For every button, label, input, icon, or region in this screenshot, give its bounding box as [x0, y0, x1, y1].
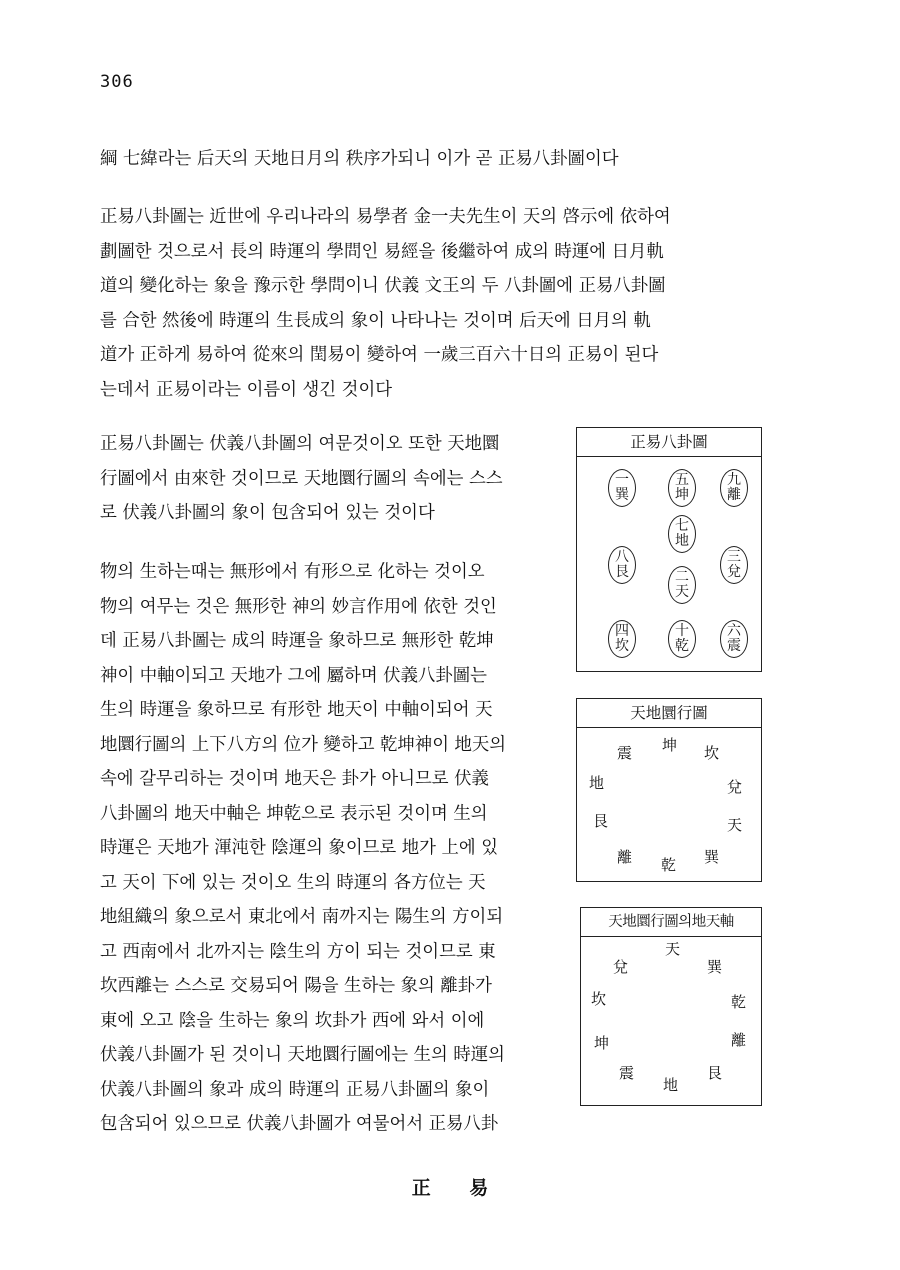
text-line: 를 合한 然後에 時運의 生長成의 象이 나타나는 것이며 后天에 日月의 軌	[100, 310, 651, 331]
text-line: 로 伏義八卦圖의 象이 包含되어 있는 것이다	[100, 503, 435, 523]
trigram-label: 巽	[704, 848, 720, 866]
text-line: 道가 正하게 易하여 從來의 閏易이 變하여 一歲三百六十日의 正易이 된다	[100, 345, 659, 365]
text-line: 고 天이 下에 있는 것이오 生의 時運의 各方位는 天	[100, 872, 486, 893]
trigram-oval	[720, 469, 748, 507]
trigram-name: 坤	[675, 487, 689, 503]
text-line: 데 正易八卦圖는 成의 時運을 象하므로 無形한 乾坤	[100, 631, 494, 651]
text-line: 道의 變化하는 象을 豫示한 學問이니 伏義 文王의 두 八卦圖에 正易八卦圖	[100, 276, 666, 296]
trigram-oval	[720, 546, 748, 584]
text-line: 는데서 正易이라는 이름이 생긴 것이다	[100, 379, 393, 400]
text-line: 劃圖한 것으로서 長의 時運의 學問인 易經을 後繼하여 成의 時運에 日月軌	[100, 241, 664, 262]
figure-title: 天地圜行圖의地天軸	[581, 908, 761, 937]
trigram-label: 乾	[661, 856, 677, 874]
text-line: 正易八卦圖는 近世에 우리나라의 易學者 金一夫先生이 天의 啓示에 依하여	[100, 207, 671, 227]
trigram-number: 五	[675, 472, 689, 488]
trigram-label: 兌	[727, 778, 743, 796]
text-line: 綱 七緯라는 后天의 天地日月의 秩序가되니 이가 곧 正易八卦圖이다	[100, 149, 619, 169]
text-line: 八卦圖의 地天中軸은 坤乾으로 表示된 것이며 生의	[100, 803, 488, 824]
trigram-label: 艮	[707, 1064, 723, 1082]
text-line: 正易八卦圖는 伏義八卦圖의 여문것이오 또한 天地圜	[100, 434, 500, 454]
tiandi-axis-figure	[580, 907, 762, 1106]
text-line: 行圖에서 由來한 것이므로 天地圜行圖의 속에는 스스	[100, 468, 503, 489]
trigram-label: 離	[731, 1031, 747, 1049]
trigram-name: 坎	[615, 638, 629, 654]
text-line: 神이 中軸이되고 天地가 그에 屬하며 伏義八卦圖는	[100, 665, 487, 686]
page-number: 306	[100, 72, 134, 92]
trigram-number: 一	[615, 472, 629, 488]
trigram-label: 巽	[707, 958, 723, 976]
trigram-name: 乾	[675, 638, 689, 654]
trigram-label: 天	[727, 816, 743, 834]
trigram-name: 離	[727, 487, 741, 503]
text-line: 時運은 天地가 渾沌한 陰運의 象이므로 地가 上에 있	[100, 838, 498, 858]
paragraph-intro	[100, 142, 750, 177]
text-line: 伏義八卦圖의 象과 成의 時運의 正易八卦圖의 象이	[100, 1079, 490, 1100]
trigram-oval	[608, 620, 636, 658]
trigram-oval	[720, 620, 748, 658]
figure-title: 天地圜行圖	[577, 699, 761, 728]
trigram-number: 三	[727, 549, 741, 565]
text-line: 地組織의 象으로서 東北에서 南까지는 陽生의 方이되	[100, 907, 504, 927]
text-line: 包含되어 있으므로 伏義八卦圖가 여물어서 正易八卦	[100, 1114, 499, 1134]
trigram-oval	[668, 566, 696, 604]
trigram-number: 九	[727, 472, 741, 488]
trigram-number: 七	[675, 518, 689, 534]
trigram-label: 震	[617, 744, 633, 762]
text-line: 物의 여무는 것은 無形한 神의 妙言作用에 依한 것인	[100, 596, 497, 617]
trigram-number: 四	[615, 623, 629, 639]
trigram-label: 震	[619, 1064, 635, 1082]
trigram-label: 坤	[594, 1034, 610, 1052]
trigram-oval	[668, 620, 696, 658]
figure-title: 正易八卦圖	[577, 428, 761, 457]
trigram-name: 兌	[727, 564, 741, 580]
trigram-oval	[668, 469, 696, 507]
trigram-label: 地	[589, 774, 605, 792]
text-line: 生의 時運을 象하므로 有形한 地天이 中軸이되어 天	[100, 700, 493, 720]
trigram-label: 艮	[593, 812, 609, 830]
text-line: 고 西南에서 北까지는 陰生의 方이 되는 것이므로 東	[100, 941, 496, 962]
trigram-oval	[608, 546, 636, 584]
trigram-label: 坎	[591, 990, 607, 1008]
trigram-label: 地	[663, 1076, 679, 1094]
text-line: 地圜行圖의 上下八方의 位가 變하고 乾坤神이 地天의	[100, 734, 507, 755]
trigram-name: 艮	[615, 564, 629, 580]
trigram-name: 地	[675, 533, 689, 549]
trigram-number: 十	[675, 623, 689, 639]
trigram-label: 天	[665, 940, 681, 958]
trigram-number: 二	[675, 569, 689, 585]
trigram-number: 八	[615, 549, 629, 565]
text-line: 속에 갈무리하는 것이며 地天은 卦가 아니므로 伏義	[100, 769, 489, 789]
trigram-label: 離	[617, 848, 633, 866]
zhengyi-bagua-figure	[576, 427, 762, 672]
trigram-number: 六	[727, 623, 741, 639]
trigram-oval	[668, 515, 696, 553]
trigram-label: 兌	[613, 958, 629, 976]
paragraph-zhengyi-origin	[100, 200, 755, 407]
trigram-oval	[608, 469, 636, 507]
trigram-name: 震	[727, 638, 741, 654]
trigram-label: 坎	[704, 744, 720, 762]
paragraph-zhengyi-relation	[100, 427, 565, 531]
page-footer: 正 易	[411, 1177, 505, 1199]
trigram-name: 天	[675, 584, 689, 600]
trigram-name: 巽	[615, 487, 629, 503]
trigram-label: 乾	[731, 993, 747, 1011]
text-line: 坎西離는 스스로 交易되어 陽을 生하는 象의 離卦가	[100, 976, 492, 996]
text-line: 伏義八卦圖가 된 것이니 天地圜行圖에는 生의 時運의	[100, 1045, 505, 1065]
text-line: 物의 生하는때는 無形에서 有形으로 化하는 것이오	[100, 562, 485, 582]
trigram-label: 坤	[662, 736, 678, 754]
paragraph-time-cycles	[100, 555, 565, 1142]
tiandi-huanxing-figure	[576, 698, 762, 882]
text-line: 東에 오고 陰을 生하는 象의 坎卦가 西에 와서 이에	[100, 1010, 485, 1031]
